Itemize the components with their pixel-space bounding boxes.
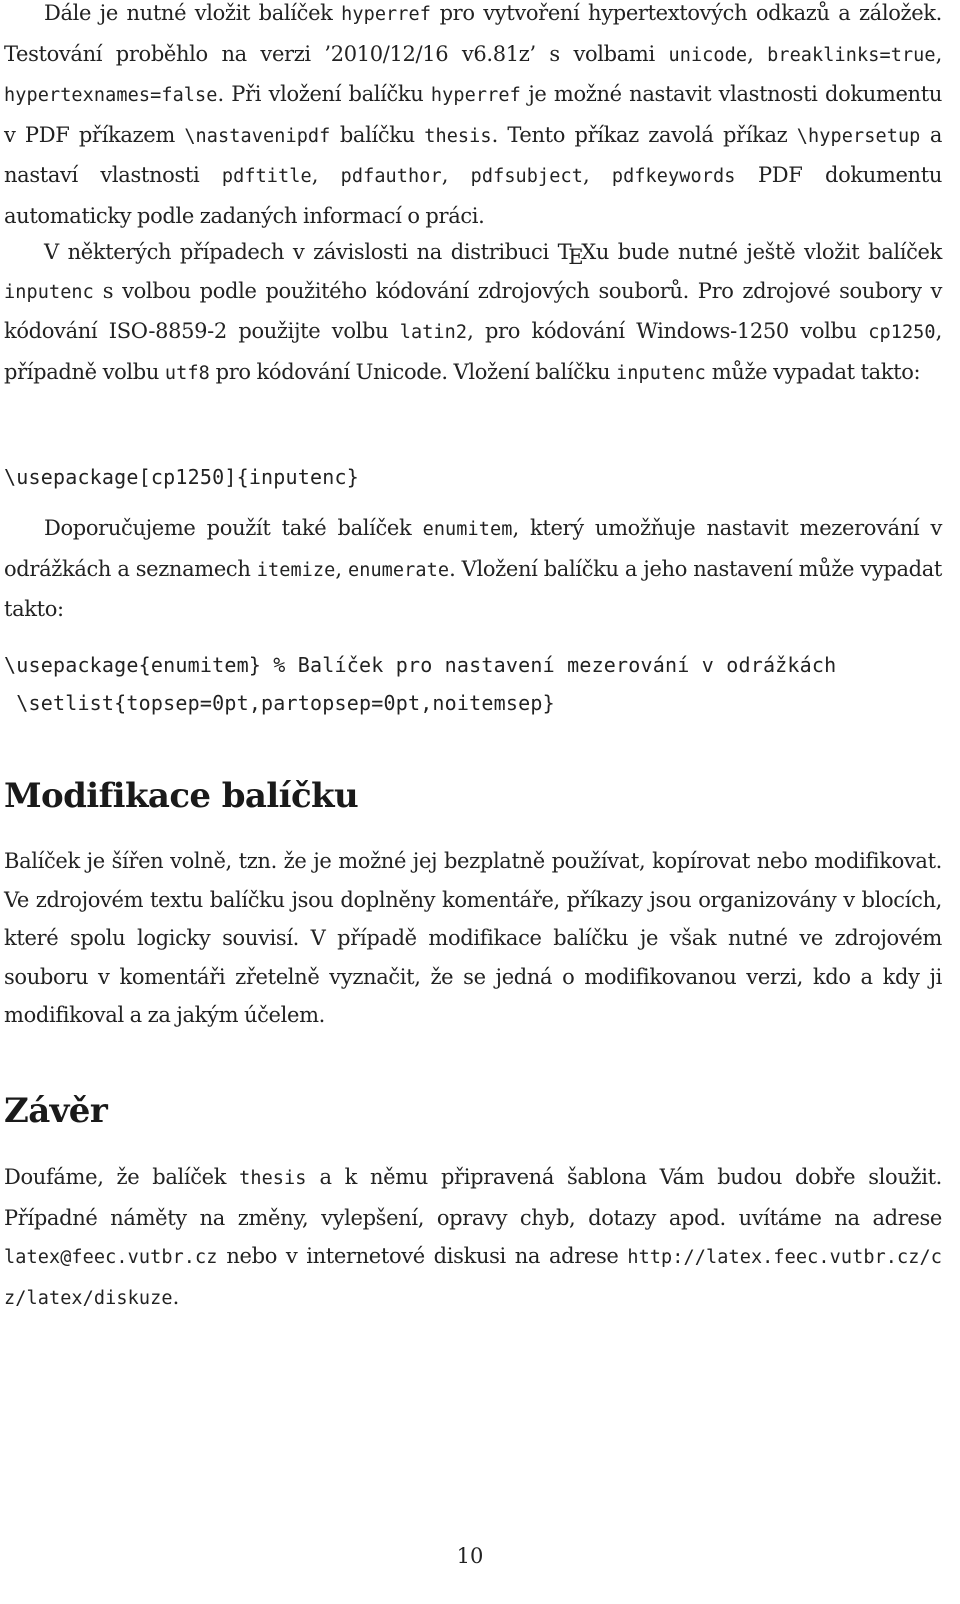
text: Doufáme, že balíček bbox=[4, 1165, 240, 1189]
text: , případně volbu bbox=[4, 319, 942, 384]
code-hypertexnames: hypertexnames=false bbox=[4, 85, 218, 106]
code-breaklinks: breaklinks=true bbox=[767, 44, 936, 66]
tex-logo-t: T bbox=[557, 240, 572, 264]
tex-logo bbox=[557, 240, 596, 269]
text: může vypadat takto: bbox=[705, 359, 921, 384]
code-itemize: itemize bbox=[256, 559, 336, 581]
page-number: 10 bbox=[456, 1544, 484, 1568]
text: , bbox=[441, 163, 471, 187]
code-thesis: thesis bbox=[424, 125, 492, 147]
text: je možné nastavit vlastnosti dokumentu v PDF příkazem bbox=[4, 82, 942, 147]
code-hyperref-2: hyperref bbox=[430, 85, 521, 106]
text: , bbox=[935, 41, 942, 66]
code-block-inputenc: \usepackage[cp1250]{inputenc} bbox=[4, 465, 359, 489]
paragraph-inputenc bbox=[4, 233, 942, 393]
text: a k němu připravená šablona Vám budou dobře sloužit. Případné náměty na změny, vylepšení, opravy chyb, dotazy apod. uvítáme na adrese bbox=[4, 1165, 942, 1230]
forum-url-link[interactable]: http://latex.feec.vutbr.cz/cz/latex/diskuze bbox=[4, 1247, 942, 1309]
text: pro kódování Unicode. Vložení balíčku bbox=[209, 359, 616, 384]
code-utf8: utf8 bbox=[164, 362, 210, 384]
code-block-enumitem-line2: \setlist{topsep=0pt,partopsep=0pt,noitemsep} bbox=[4, 691, 555, 715]
text: V některých případech v závislosti na distribuci bbox=[44, 240, 558, 264]
section-title-zaver: Závěr bbox=[4, 1091, 108, 1131]
tex-logo-e: E bbox=[568, 245, 584, 269]
text: . Při vložení balíčku bbox=[217, 82, 431, 106]
code-nastavenipdf: \nastavenipdf bbox=[184, 125, 331, 147]
code-latin2: latin2 bbox=[399, 322, 468, 343]
code-pdfsubject: pdfsubject bbox=[470, 166, 583, 187]
text: Dále je nutné vložit balíček bbox=[44, 1, 342, 25]
code-pdftitle: pdftitle bbox=[221, 166, 312, 187]
code-cp1250: cp1250 bbox=[868, 322, 936, 343]
text: a nastaví vlastnosti bbox=[4, 122, 943, 187]
text: , bbox=[583, 163, 612, 187]
text: , pro kódování Windows-1250 volbu bbox=[467, 319, 869, 343]
text: pro vytvoření hypertextových odkazů a záložek. Testování proběhlo na verzi ’2010/12/16 v6.81z’ s volbami bbox=[4, 1, 942, 66]
code-unicode: unicode bbox=[668, 44, 748, 66]
code-enumitem: enumitem bbox=[422, 519, 513, 540]
code-inputenc-2: inputenc bbox=[615, 362, 706, 384]
text: nebo v internetové diskusi na adrese bbox=[217, 1244, 628, 1268]
email-link[interactable]: latex@feec.vutbr.cz bbox=[4, 1247, 218, 1268]
paragraph-zaver bbox=[4, 1158, 942, 1318]
text: u bude nutné ještě vložit balíček bbox=[595, 240, 942, 264]
paragraph-modifikace: Balíček je šířen volně, tzn. že je možné jej bezplatně používat, kopírovat nebo modifikovat. Ve zdrojovém textu balíčku jsou doplněny komentáře, příkazy jsou organizovány v blocích, které spolu logicky souvisí. V případě modifikace balíčku je však nutné ve zdrojovém souboru v komentáři zřetelně vyznačit, že se jedná o modifikovanou verzi, kdo a kdy ji modifikoval a za jakým účelem. bbox=[4, 849, 942, 1027]
text: . Vložení balíčku a jeho nastavení může vypadat takto: bbox=[4, 556, 942, 621]
code-thesis-2: thesis bbox=[239, 1168, 307, 1189]
code-hyperref: hyperref bbox=[341, 4, 432, 25]
code-block-enumitem-line1: \usepackage{enumitem} % Balíček pro nastavení mezerování v odrážkách bbox=[4, 653, 837, 677]
code-enumerate: enumerate bbox=[347, 559, 450, 581]
text: PDF dokumentu automaticky podle zadaných informací o práci. bbox=[4, 163, 942, 228]
section-title-modifikace: Modifikace balíčku bbox=[4, 776, 359, 816]
code-pdfauthor: pdfauthor bbox=[340, 166, 442, 187]
text: s volbou podle použitého kódování zdrojových souborů. Pro zdrojové soubory v kódování ISO-8859-2 použijte volbu bbox=[4, 278, 942, 343]
text: , bbox=[311, 163, 341, 187]
text: , bbox=[747, 41, 768, 66]
tex-logo-x: X bbox=[581, 240, 596, 264]
paragraph-enumitem bbox=[4, 509, 942, 629]
text: , bbox=[335, 556, 348, 581]
text: , který umožňuje nastavit mezerování v odrážkách a seznamech bbox=[4, 516, 942, 581]
code-hypersetup: \hypersetup bbox=[796, 125, 921, 147]
code-inputenc: inputenc bbox=[4, 281, 94, 303]
text: Doporučujeme použít také balíček bbox=[44, 516, 423, 540]
text: . bbox=[172, 1284, 179, 1309]
code-pdfkeywords: pdfkeywords bbox=[611, 166, 736, 187]
text: . Tento příkaz zavolá příkaz bbox=[491, 122, 797, 147]
paragraph-hyperref bbox=[4, 0, 942, 235]
text: balíčku bbox=[330, 122, 425, 147]
